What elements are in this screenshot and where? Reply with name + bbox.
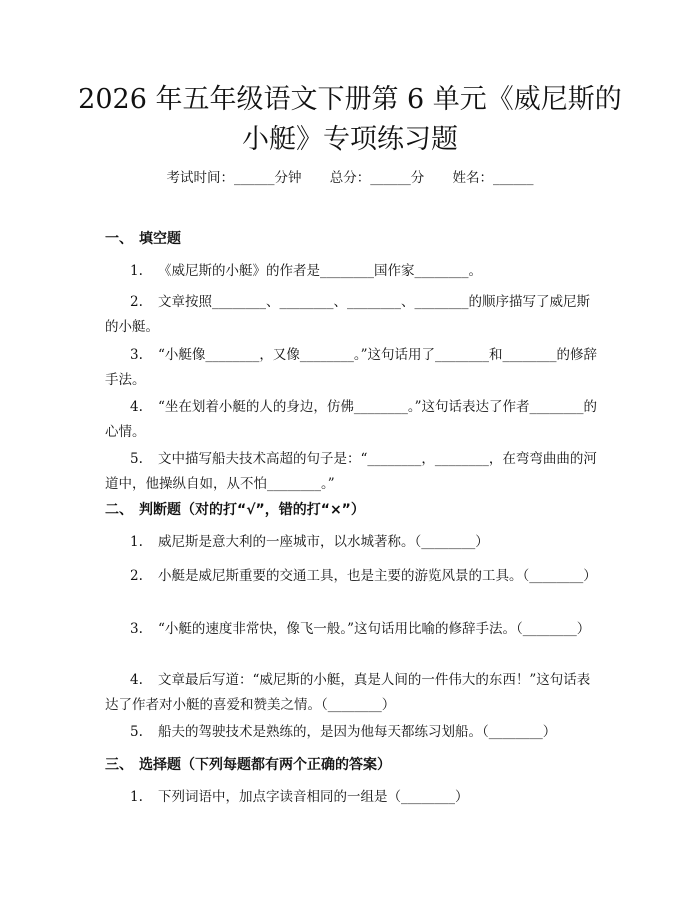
question-text: 威尼斯是意大利的一座城市，以水城著称。（________）: [158, 534, 489, 550]
question-number: 2.: [130, 568, 143, 584]
question-text: 船夫的驾驶技术是熟练的，是因为他每天都练习划船。（________）: [158, 724, 557, 740]
question-item: [105, 785, 600, 810]
question-item: [105, 259, 600, 284]
title-line-2: 小艇》专项练习题: [242, 124, 458, 155]
question-text: 《威尼斯的小艇》的作者是________国作家________。: [158, 263, 482, 279]
question-text: 文章最后写道：“威尼斯的小艇，真是人间的一件伟大的东西！”这句话表达了作者对小艇的喜爱和赞美之情。（________）: [105, 672, 591, 713]
question-item: [105, 447, 600, 497]
question-number: 1.: [130, 789, 143, 805]
section-number: 一、: [105, 231, 133, 247]
section-number: 二、: [105, 502, 133, 518]
exam-info: [0, 168, 700, 188]
question-item: [105, 290, 600, 340]
question-item: [105, 617, 600, 642]
question-number: 3.: [130, 621, 143, 637]
question-item: [105, 343, 600, 393]
question-text: 下列词语中，加点字读音相同的一组是（________）: [158, 789, 469, 805]
section-heading: [105, 229, 181, 249]
title-line-1: 2026 年五年级语文下册第 6 单元《威尼斯的: [78, 84, 622, 115]
question-number: 1.: [130, 534, 143, 550]
question-text: 文章按照________、________、________、________的顺序描写了威尼斯的小艇。: [105, 294, 590, 335]
question-item: [105, 530, 600, 555]
question-text: 小艇是威尼斯重要的交通工具，也是主要的游览风景的工具。（________）: [158, 568, 597, 584]
question-item: [105, 395, 600, 445]
section-title: 填空题: [139, 231, 181, 247]
section-heading: [105, 500, 365, 520]
question-item: [105, 564, 600, 589]
question-text: “小艇像________，又像________。”这句话用了________和________的修辞手法。: [105, 347, 598, 388]
question-text: “小艇的速度非常快，像飞一般。”这句话用比喻的修辞手法。（________）: [158, 621, 591, 637]
section-number: 三、: [105, 757, 133, 773]
question-number: 4.: [130, 672, 143, 688]
question-text: “坐在划着小艇的人的身边，仿佛________。”这句话表达了作者________的心情。: [105, 399, 598, 440]
page-title: [60, 80, 640, 160]
question-number: 1.: [130, 263, 143, 279]
exam-time: 考试时间：______分钟: [166, 170, 302, 186]
question-number: 3.: [130, 347, 143, 363]
question-number: 5.: [130, 724, 143, 740]
question-item: [105, 720, 600, 745]
student-name: 姓名：______: [452, 170, 534, 186]
total-score: 总分：______分: [329, 170, 425, 186]
section-title: 判断题（对的打“√”，错的打“×”）: [139, 502, 365, 518]
question-number: 2.: [130, 294, 143, 310]
question-number: 4.: [130, 399, 143, 415]
section-title: 选择题（下列每题都有两个正确的答案）: [139, 757, 391, 773]
section-heading: [105, 755, 391, 775]
question-number: 5.: [130, 451, 143, 467]
question-item: [105, 668, 600, 718]
question-text: 文中描写船夫技术高超的句子是：“________，________，在弯弯曲曲的河道中，他操纵自如，从不怕________。”: [105, 451, 597, 492]
